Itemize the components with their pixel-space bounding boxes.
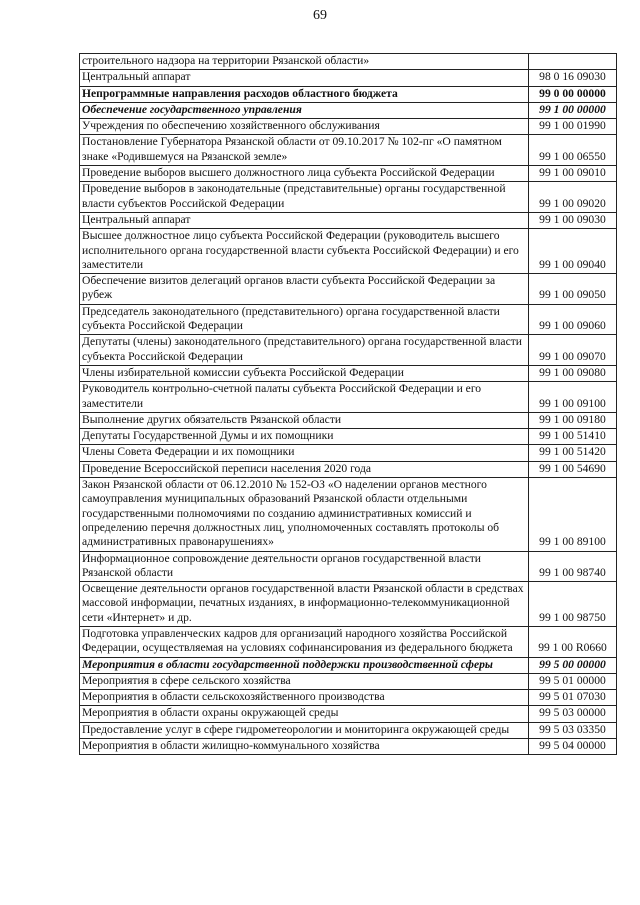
expense-name-cell: Мероприятия в сфере сельского хозяйства <box>80 673 529 689</box>
table-row <box>80 335 617 366</box>
expense-code-cell: 99 5 01 00000 <box>529 673 617 689</box>
expense-code-cell: 99 5 01 07030 <box>529 690 617 706</box>
table-row <box>80 429 617 445</box>
table-row <box>80 70 617 86</box>
expense-name-cell: Непрограммные направления расходов областного бюджета <box>80 86 529 102</box>
expense-name-cell: Закон Рязанской области от 06.12.2010 № 152-ОЗ «О наделении органов местного самоуправления муниципальных образований Рязанской области отдельными государственными полномочиями по созданию административных комиссий и определению перечня должностных лиц, уполномоченных составлять протоколы об административных правонарушениях» <box>80 478 529 551</box>
expense-name-cell: Председатель законодательного (представительного) органа государственной власти субъекта Российской Федерации <box>80 304 529 335</box>
expense-code-cell: 99 1 00 98750 <box>529 582 617 627</box>
expense-code-cell: 99 5 03 03350 <box>529 722 617 738</box>
expense-code-cell: 99 5 00 00000 <box>529 657 617 673</box>
expense-name-cell: Члены избирательной комиссии субъекта Российской Федерации <box>80 365 529 381</box>
expense-name-cell: Предоставление услуг в сфере гидрометеорологии и мониторинга окружающей среды <box>80 722 529 738</box>
expense-code-cell: 99 1 00 09060 <box>529 304 617 335</box>
expense-code-cell: 99 1 00 09180 <box>529 412 617 428</box>
expense-code-cell <box>529 54 617 70</box>
table-row <box>80 382 617 413</box>
expense-code-cell: 99 1 00 00000 <box>529 102 617 118</box>
expense-name-cell: Депутаты (члены) законодательного (представительного) органа государственной власти субъекта Российской Федерации <box>80 335 529 366</box>
expense-code-cell: 99 1 00 98740 <box>529 551 617 582</box>
table-row <box>80 54 617 70</box>
expense-name-cell: Выполнение других обязательств Рязанской области <box>80 412 529 428</box>
expense-code-cell: 99 1 00 09040 <box>529 229 617 274</box>
table-row <box>80 274 617 305</box>
table-row <box>80 478 617 551</box>
expense-code-cell: 99 1 00 09020 <box>529 182 617 213</box>
table-row <box>80 304 617 335</box>
table-row <box>80 166 617 182</box>
table-row <box>80 706 617 722</box>
expense-name-cell: Высшее должностное лицо субъекта Российской Федерации (руководитель высшего исполнительного органа государственной власти субъекта Российской Федерации) и его заместители <box>80 229 529 274</box>
expense-code-cell: 99 1 00 09050 <box>529 274 617 305</box>
expense-name-cell: Мероприятия в области государственной поддержки производственной сферы <box>80 657 529 673</box>
table-row <box>80 690 617 706</box>
budget-code-table <box>79 53 617 755</box>
expense-name-cell: Обеспечение визитов делегаций органов власти субъекта Российской Федерации за рубеж <box>80 274 529 305</box>
expense-name-cell: Центральный аппарат <box>80 70 529 86</box>
table-row <box>80 551 617 582</box>
expense-code-cell: 99 1 00 51420 <box>529 445 617 461</box>
expense-name-cell: Обеспечение государственного управления <box>80 102 529 118</box>
table-row <box>80 212 617 228</box>
table-row <box>80 229 617 274</box>
expense-code-cell: 99 1 00 09010 <box>529 166 617 182</box>
table-row <box>80 119 617 135</box>
expense-code-cell: 99 1 00 09070 <box>529 335 617 366</box>
expense-code-cell: 99 1 00 09100 <box>529 382 617 413</box>
expense-name-cell: Мероприятия в области охраны окружающей среды <box>80 706 529 722</box>
table-row <box>80 365 617 381</box>
expense-name-cell: Центральный аппарат <box>80 212 529 228</box>
expense-code-cell: 99 1 00 89100 <box>529 478 617 551</box>
page-number: 69 <box>313 8 327 23</box>
expense-name-cell: Мероприятия в области жилищно-коммунального хозяйства <box>80 739 529 755</box>
expense-code-cell: 99 1 00 54690 <box>529 461 617 477</box>
table-row <box>80 582 617 627</box>
expense-code-cell: 99 1 00 06550 <box>529 135 617 166</box>
table-row <box>80 461 617 477</box>
expense-name-cell: Проведение выборов высшего должностного лица субъекта Российской Федерации <box>80 166 529 182</box>
table-row <box>80 445 617 461</box>
expense-code-cell: 99 5 04 00000 <box>529 739 617 755</box>
table-row <box>80 412 617 428</box>
expense-name-cell: Учреждения по обеспечению хозяйственного обслуживания <box>80 119 529 135</box>
expense-name-cell: Руководитель контрольно-счетной палаты субъекта Российской Федерации и его заместители <box>80 382 529 413</box>
table-row <box>80 739 617 755</box>
table-row <box>80 135 617 166</box>
table-row <box>80 86 617 102</box>
expense-name-cell: Освещение деятельности органов государственной власти Рязанской области в средствах массовой информации, печатных изданиях, в информационно-телекоммуникационной сети «Интернет» и др. <box>80 582 529 627</box>
expense-name-cell: Информационное сопровождение деятельности органов государственной власти Рязанской области <box>80 551 529 582</box>
expense-name-cell: Подготовка управленческих кадров для организаций народного хозяйства Российской Федерации, осуществляемая на условиях софинансирования из федерального бюджета <box>80 626 529 657</box>
expense-name-cell: Члены Совета Федерации и их помощники <box>80 445 529 461</box>
table-row <box>80 657 617 673</box>
expense-code-cell: 99 1 00 09080 <box>529 365 617 381</box>
expense-code-cell: 99 5 03 00000 <box>529 706 617 722</box>
expense-code-cell: 99 1 00 01990 <box>529 119 617 135</box>
expense-name-cell: строительного надзора на территории Рязанской области» <box>80 54 529 70</box>
expense-code-cell: 99 1 00 51410 <box>529 429 617 445</box>
expense-code-cell: 98 0 16 09030 <box>529 70 617 86</box>
expense-name-cell: Проведение Всероссийской переписи населения 2020 года <box>80 461 529 477</box>
expense-code-cell: 99 0 00 00000 <box>529 86 617 102</box>
table-row <box>80 722 617 738</box>
expense-name-cell: Проведение выборов в законодательные (представительные) органы государственной власти субъектов Российской Федерации <box>80 182 529 213</box>
expense-code-cell: 99 1 00 R0660 <box>529 626 617 657</box>
expense-name-cell: Депутаты Государственной Думы и их помощники <box>80 429 529 445</box>
expense-name-cell: Постановление Губернатора Рязанской области от 09.10.2017 № 102-пг «О памятном знаке «Родившемуся на Рязанской земле» <box>80 135 529 166</box>
table-row <box>80 102 617 118</box>
expense-name-cell: Мероприятия в области сельскохозяйственного производства <box>80 690 529 706</box>
expense-code-cell: 99 1 00 09030 <box>529 212 617 228</box>
table-row <box>80 182 617 213</box>
table-row <box>80 626 617 657</box>
table-row <box>80 673 617 689</box>
